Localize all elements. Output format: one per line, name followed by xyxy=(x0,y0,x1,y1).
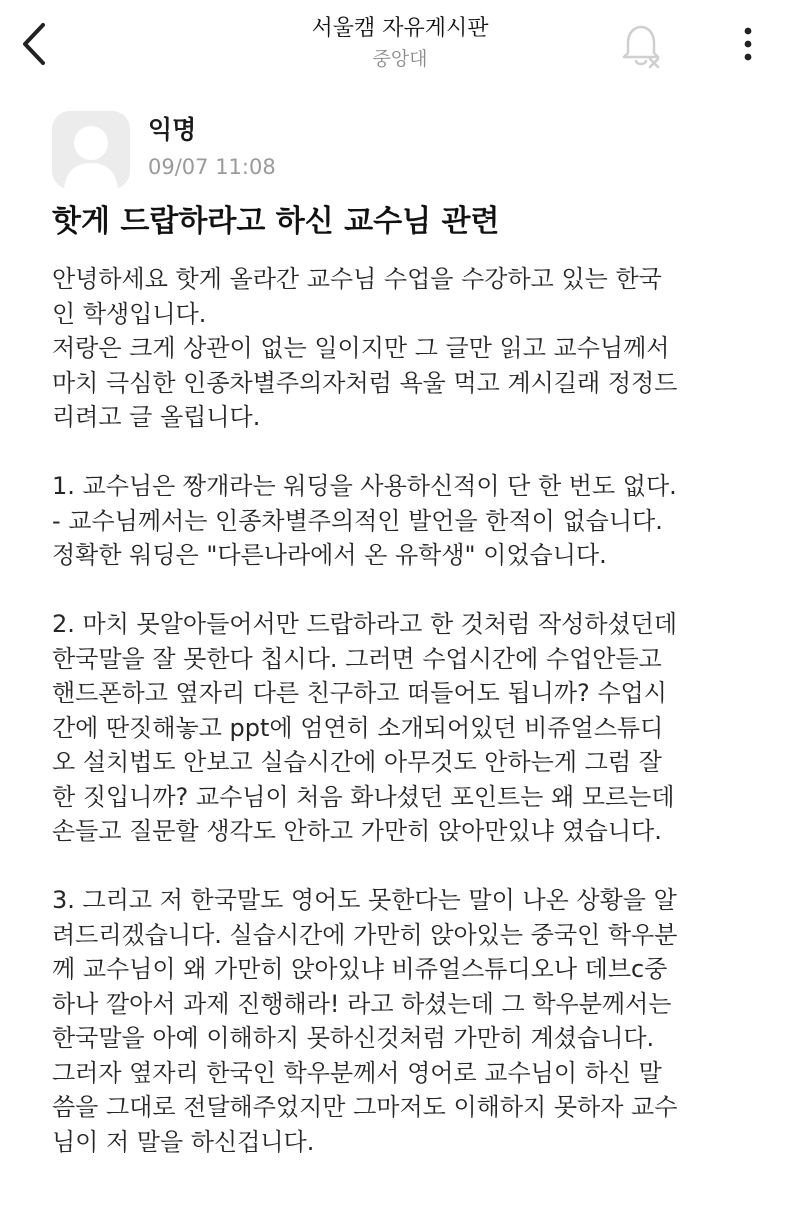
default-avatar-icon xyxy=(52,111,130,189)
post-title: 핫게 드랍하라고 하신 교수님 관련 xyxy=(52,204,500,239)
body-line: 하나 깔아서 과제 진행해라! 라고 하셨는데 그 학우분께서는 xyxy=(52,989,672,1018)
body-line: 려드리겠습니다. 실습시간에 가만히 앉아있는 중국인 학우분 xyxy=(52,920,678,949)
post-timestamp: 09/07 11:08 xyxy=(148,155,276,179)
body-line: 씀을 그대로 전달해주었지만 그마저도 이해하지 못하자 교수 xyxy=(52,1093,678,1121)
body-line: 간에 딴짓해놓고 ppt에 엄연히 소개되어있던 비쥬얼스튜디 xyxy=(52,713,664,742)
avatar xyxy=(52,111,130,189)
board-title-group xyxy=(200,14,600,72)
post-body xyxy=(52,262,782,1159)
body-line: 정확한 워딩은 "다른나라에서 온 유학생" 이었습니다. xyxy=(52,541,607,569)
school-name: 중앙대 xyxy=(372,48,428,70)
more-options-button[interactable] xyxy=(728,22,768,70)
body-line: 한국말을 잘 못한다 칩시다. 그러면 수업시간에 수업안듣고 xyxy=(52,644,662,673)
body-line: 한국말을 아예 이해하지 못하신것처럼 가만히 계셨습니다. xyxy=(52,1024,655,1052)
back-button[interactable] xyxy=(10,18,58,74)
blank-line xyxy=(52,573,782,608)
more-vertical-icon xyxy=(743,26,753,66)
body-line: 한 짓입니까? 교수님이 처음 화나셨던 포인트는 왜 모르는데 xyxy=(52,782,675,811)
body-line: 1. 교수님은 짱개라는 워딩을 사용하신적이 단 한 번도 없다. xyxy=(52,472,677,500)
body-line: 오 설치법도 안보고 실습시간에 아무것도 안하는게 그럼 잘 xyxy=(52,748,662,776)
author-name: 익명 xyxy=(148,115,197,144)
bell-off-icon xyxy=(620,21,664,73)
body-line: 3. 그리고 저 한국말도 영어도 못한다는 말이 나온 상황을 알 xyxy=(52,886,677,914)
author-info xyxy=(52,111,752,189)
notification-toggle-button[interactable] xyxy=(618,22,666,72)
blank-line xyxy=(52,435,782,470)
board-title[interactable]: 서울캠 자유게시판 xyxy=(311,16,489,41)
body-line: 안녕하세요 핫게 올라간 교수님 수업을 수강하고 있는 한국 xyxy=(52,265,662,293)
body-line: 핸드폰하고 옆자리 다른 친구하고 떠들어도 됩니까? 수업시 xyxy=(52,679,667,707)
chevron-left-icon xyxy=(19,21,49,71)
body-line: 인 학생입니다. xyxy=(52,299,207,328)
body-line: 저랑은 크게 상관이 없는 일이지만 그 글만 읽고 교수님께서 xyxy=(52,334,670,362)
body-line: 마치 극심한 인종차별주의자처럼 욕울 먹고 계시길래 정정드 xyxy=(52,368,678,397)
body-line: 님이 저 말을 하신겁니다. xyxy=(52,1127,315,1156)
body-line: 리려고 글 올립니다. xyxy=(52,403,261,431)
body-line: 그러자 옆자리 한국인 학우분께서 영어로 교수님이 하신 말 xyxy=(52,1058,662,1087)
body-line: 손들고 질문할 생각도 안하고 가만히 앉아만있냐 였습니다. xyxy=(52,817,662,845)
body-line: 께 교수님이 왜 가만히 앉아있냐 비쥬얼스튜디오나 데브c중 xyxy=(52,955,668,983)
top-navigation-bar xyxy=(0,0,800,92)
blank-line xyxy=(52,849,782,884)
body-line: - 교수님께서는 인종차별주의적인 발언을 한적이 없습니다. xyxy=(52,506,663,535)
body-line: 2. 마치 못알아들어서만 드랍하라고 한 것처럼 작성하셨던데 xyxy=(52,610,678,638)
